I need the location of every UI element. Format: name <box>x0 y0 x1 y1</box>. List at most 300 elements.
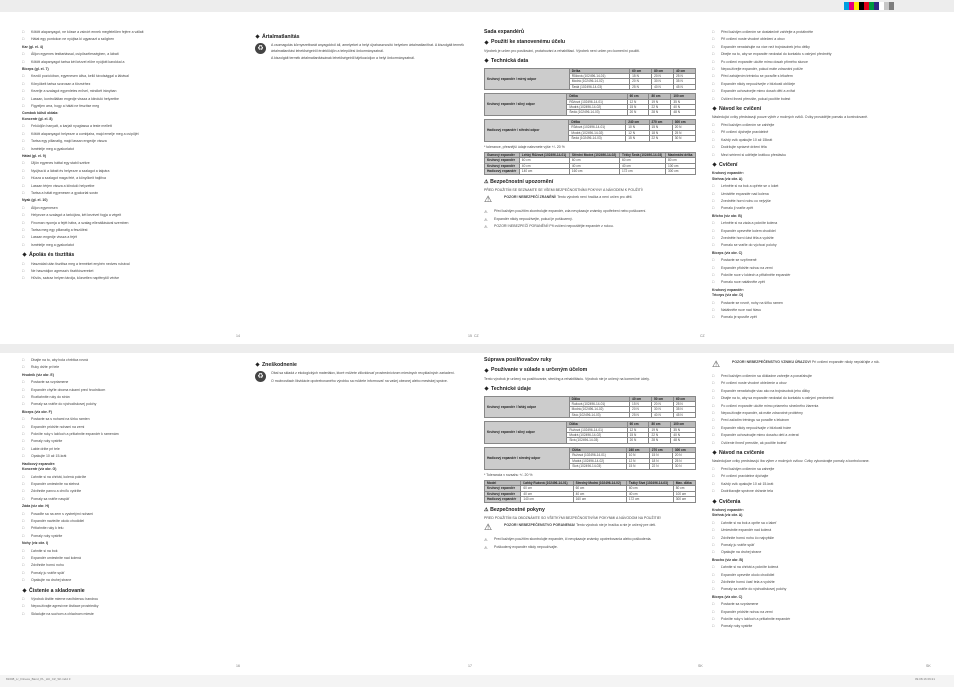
table-cell: 48 N <box>671 110 696 115</box>
list-item: □ Zvedněte horní nohu co nejvýše <box>712 199 924 204</box>
list-item: □ Lassan térjen vissza a kiinduló helyzetbe <box>22 184 237 189</box>
list-item: □ Dbajte na to, aby sa expandér nedostal do kontaktu s ostrými predmetmi <box>712 396 924 401</box>
disposal-text-body: Obal sa skladá z ekologických materiálov, ktoré môžete zlikvidovať prostredníctvom miestnych recyklačných zariadení. <box>271 371 455 376</box>
page-number: 14 <box>236 334 240 338</box>
recycle-icon: ♻ <box>255 43 266 54</box>
data-table <box>484 396 696 419</box>
table-cell: 15 N <box>649 125 672 130</box>
table-cell: 12 N <box>627 99 649 104</box>
table-header-cell: 270 cm <box>649 447 672 452</box>
product-title: Sada expandérů <box>484 29 525 35</box>
table-header-cell: 270 cm <box>649 119 672 124</box>
list-item: □ Álljon egyenesen <box>22 206 237 211</box>
table-cell: 22 N <box>649 464 672 469</box>
list-item: □ Expandér uchovávejte mimo dosah dětí a zvířat <box>712 89 924 94</box>
table-header-cell: 240 cm <box>626 119 649 124</box>
page-number: 16 <box>236 664 240 668</box>
subsection-title: Biceps (viz obr. F) <box>22 409 52 414</box>
table-cell: 20 N <box>627 438 649 443</box>
subsection-title: Combok külső oldala: Koncentr (gl. el. 8) <box>22 111 59 121</box>
disposal-text-secondary: O možnostiach likvidácie opotrebovaného výrobku sa môžete informovať na vašej obecnej alebo mestskej správe. <box>271 378 448 383</box>
list-item: □ Expandér přidržte nohou na zemi <box>712 266 924 271</box>
table-cell: 35 N <box>671 427 696 432</box>
table-cell: 25 N <box>630 84 652 89</box>
table-cell: 20 N <box>627 110 649 115</box>
column-sk-technical <box>484 358 696 552</box>
table-cell: 45 N <box>673 412 695 417</box>
subsection-title: Brucho (viz obr. B) <box>712 557 744 562</box>
table-cell: 20 N <box>630 407 652 412</box>
list-item: □ Pri cvičení noste vhodné oblečenie a obuv <box>712 381 924 386</box>
warning-triangle-icon: ⚠ <box>484 194 493 205</box>
list-item: □ Hátat egy pontokon ne nyújtsa ki ugyanazt a szögben <box>22 37 237 42</box>
product-title: Súprava posilňovačov ruky <box>484 357 552 363</box>
warning-text: Tento výrobek není hračka a není určen pro děti. <box>557 195 633 200</box>
list-item: □ Expandér chyťte oboma rukami pred hrudníkom <box>22 388 237 393</box>
list-item: □ Umístěte expandér nad kolena <box>712 192 924 197</box>
list-item: □ Tartsa egy pillanatig, majd lassan engedje vissza <box>22 139 237 144</box>
table-row-label: Kruhový expandér / silný odpor <box>485 422 567 444</box>
list-item: □ Finoman nyomja a fejét hátra, a szalag ellenállásával szemben <box>22 221 237 226</box>
print-header-bar <box>0 0 954 12</box>
table-cell: 35 N <box>673 407 695 412</box>
subsection-title: Biceps (viz obr. C) <box>712 594 743 599</box>
table-cell: 20 N <box>652 402 674 407</box>
table-cell: 15 N <box>626 136 649 141</box>
page-number: SK <box>926 664 931 668</box>
table-row-label: Hadicový expandér / stredný odpor <box>485 447 570 469</box>
table-cell: 20 N <box>672 453 695 458</box>
section-heading-text: Návod na cvičenie <box>719 450 765 457</box>
column-sk-exercises <box>22 358 237 619</box>
list-item: □ Pomaly ju vráťte späť <box>22 571 237 576</box>
table-cell: 18 N <box>649 130 672 135</box>
disposal-text-secondary: A kiszolgált termék ártalmatlanításának lehetőségeiről tájékozódjon a helyi önkormányzatnál. <box>271 56 415 61</box>
subsection-title: Kruhový expandér: Stehna (viz obr. A) <box>712 171 744 181</box>
table-cell: Hadicový expandér <box>485 497 521 502</box>
list-item: □ Postavte se vzpřímeně <box>712 258 924 263</box>
table-cell: Sivá (102496-14-03) <box>569 412 629 417</box>
diamond-bullet-icon <box>484 40 488 44</box>
table-cell: 45 N <box>674 84 696 89</box>
diamond-bullet-icon <box>484 387 488 391</box>
section-heading <box>712 107 924 112</box>
list-item: □ Pomaly sa vráťte do východiskovej polohy <box>712 587 924 592</box>
warning-triangle-icon: ⚠ <box>484 178 491 185</box>
safety-item-text: Před každým použitím zkontrolujte expandér, zda nevykazuje známky opotřebení nebo poškození. <box>494 209 647 214</box>
list-item: □ Pri cvičení pravidelne dýchajte <box>712 474 924 479</box>
list-item: □ Expandér uchovávajte mimo dosahu detí a zvierat <box>712 433 924 438</box>
table-cell: 25 N <box>674 74 696 79</box>
list-item: □ Zvedněte horní část těla a vydržte <box>712 236 924 241</box>
list-item: □ Pomaly sa vráťte do východiskovej polohy <box>22 402 237 407</box>
table-cell: 40 N <box>652 412 674 417</box>
table-cell: 25 N <box>673 402 695 407</box>
section-heading <box>712 451 924 456</box>
list-item: □ Tartsa meg egy pillanatig a feszülést <box>22 228 237 233</box>
list-item: □ Zdvihnite hornú nohu <box>22 563 237 568</box>
list-item: □ Nepoužívajte agresívne čistiace prostriedky <box>22 604 237 609</box>
list-item: □ Lehněte si na bok a opřete se o loket <box>712 184 924 189</box>
table-cell: 40 cm <box>620 163 666 168</box>
table-header-cell: 40 cm <box>630 396 652 401</box>
table-cell: Sivá (102496-14-03) <box>567 438 627 443</box>
section-heading <box>712 500 924 505</box>
list-item: □ Pred každým cvičením sa zahrejte <box>712 467 924 472</box>
tolerance-note: * tolerance, přesnější údaje naleznete výše +/- 20 % <box>484 144 565 149</box>
table-cell: 30 N <box>652 79 674 84</box>
table-cell: 15 N <box>627 105 649 110</box>
table-cell: Ružová (102496-14-01) <box>567 427 627 432</box>
diamond-bullet-icon <box>255 35 259 39</box>
table-cell: 60 cm <box>626 486 673 491</box>
table-cell: 10 N <box>626 453 649 458</box>
list-item: □ Dbajte na to, aby bola chrbtica rovná <box>22 358 237 363</box>
list-item: □ Expandér umiestnite na stehná <box>22 482 237 487</box>
warning-block <box>484 195 696 207</box>
table-header-cell: Gumový expandér <box>485 152 520 157</box>
safety-item-text: Expandér nikdy nepoužívejte, pokud je poškozený. <box>494 216 573 221</box>
section-heading <box>484 180 696 185</box>
list-item: □ Před zahájením tréninku se poraďte s lékařem <box>712 74 924 79</box>
data-table <box>484 93 696 116</box>
diamond-bullet-icon <box>712 451 716 455</box>
list-item: □ Dodržujte správné držení těla <box>712 145 924 150</box>
list-item: □ Po cvičení expandér uložte mimo priameho slnečného žiarenia <box>712 404 924 409</box>
table-cell: 40 N <box>671 105 696 110</box>
warning-small-icon: ⚠ <box>484 216 488 222</box>
table-cell: 40 cm <box>569 163 619 168</box>
table-header-cell: Stredný Modrá (102496-14-02) <box>573 480 626 485</box>
table-cell: 18 N <box>649 458 672 463</box>
table-cell: 140 cm <box>519 169 569 174</box>
table-header-cell: 80 cm <box>649 422 671 427</box>
list-item: □ Húzza a szalagot maga felé, a könyökeit hajlítva <box>22 176 237 181</box>
table-cell: 12 N <box>626 458 649 463</box>
warning-small-icon: ⚠ <box>484 224 488 230</box>
list-item: □ Při cvičení noste vhodné oblečení a obuv <box>712 37 924 42</box>
list-item: □ Postavte sa s nohami na šírku ramien <box>22 417 237 422</box>
diamond-bullet-icon <box>255 363 259 367</box>
section-heading <box>484 387 696 392</box>
warning-lead: POZOR! NEBEZPEČENSTVO PORANENIA! <box>504 523 576 528</box>
safety-item-text: Poškodený expandér nikdy nepoužívajte. <box>494 544 558 549</box>
table-cell: 25 N <box>672 458 695 463</box>
section-heading <box>484 368 696 373</box>
table-cell: Modrá (102496-14-02) <box>569 407 629 412</box>
disposal-text-body: A csomagolás környezetbarát anyagokból áll, amelyeket a helyi újrahasznosító helyeken ártalmatlaníthat. A kiszolgált termék ártalmatlanítási lehetőségeiről érdeklődjön a települési önkormányzatnál. <box>271 43 464 53</box>
table-header-cell: 60 cm <box>630 68 652 73</box>
diamond-bullet-icon <box>22 253 26 257</box>
table-cell: Kruhový expandér <box>485 486 521 491</box>
column-sk-guide <box>712 358 924 632</box>
warning-triangle-icon: ⚠ <box>484 506 491 513</box>
column-sk-disposal <box>255 358 465 386</box>
guide-text: Nasledujúce cviky predstavujú iba výber z možných cvikov. Cviky vykonávajte pomaly a kontrolovane. <box>712 459 870 464</box>
list-item: □ Használat után tisztítsa meg a terméket enyhén nedves ruhával <box>22 262 237 267</box>
table-header-cell: Dĺžka <box>569 396 629 401</box>
table-header-cell: Model <box>485 480 521 485</box>
list-item: □ Lassan engedje vissza a fejét <box>22 235 237 240</box>
warning-lead: POZOR! NEBEZPEČÍ ZRANĚNÍ! <box>504 195 557 200</box>
list-item: □ Pomalu ruce natáhněte zpět <box>712 280 924 285</box>
list-item: □ Kötött alapanyagot, ne kösse a zsinórt ennek megfelelően fejére a vállait <box>22 30 237 35</box>
section-heading <box>484 59 696 64</box>
safety-item-text: POZOR! NEBEZPEČÍ PORANĚNÍ! Při cvičení nepouštějte expandér z rukou. <box>494 224 614 229</box>
section-heading <box>22 589 237 594</box>
list-item: □ Mezi sériemi si udělejte krátkou přestávku <box>712 153 924 158</box>
diamond-bullet-icon <box>22 588 26 592</box>
list-item: □ Lassan, kontrolláltan engedje vissza a kiinduló helyzetbe <box>22 97 237 102</box>
list-item: □ Lehněte si na záda a pokrčte kolena <box>712 221 924 226</box>
safety-item <box>484 217 696 222</box>
list-item: □ Expandér umiestnite nad kolená <box>22 556 237 561</box>
section-heading-text: Čistenie a skladovanie <box>29 587 85 594</box>
table-cell: 300 cm <box>666 169 696 174</box>
list-item: □ Expandér upevnite okolo chodidiel <box>712 573 924 578</box>
data-table <box>484 421 696 444</box>
page-number: CZ <box>474 334 479 338</box>
table-cell: 25 N <box>672 130 695 135</box>
safety-caps: PRED POUŽITÍM SA OBOZNÁMTE SO VŠETKÝMI BEZPEČNOSTNÝMI POKYNMI A NÁVODOM NA POUŽITIE! <box>484 515 661 520</box>
table-header-cell: 100 cm <box>671 422 696 427</box>
print-footer-bar <box>0 675 954 687</box>
table-row <box>485 169 696 174</box>
list-item: □ Nyújtsa ki a lábait és helyezze a szalagot a talpára <box>22 169 237 174</box>
list-item: □ Expandér pridržte nohou na zemi <box>712 610 924 615</box>
table-cell: 20 N <box>672 125 695 130</box>
table-header-cell: Ľahký Ružová (102496-14-01) <box>521 480 573 485</box>
list-item: □ Ne használjon agresszív tisztítószereket <box>22 269 237 274</box>
table-cell: 60 cm <box>569 158 619 163</box>
data-table <box>484 480 696 503</box>
table-cell: 30 N <box>672 136 695 141</box>
section-heading <box>255 363 465 368</box>
list-item: □ Opakujte na druhej strane <box>712 550 924 555</box>
warning-lead: POZOR! NEBEZPEČENSTVO VZNIKU ÚRAZOV! <box>732 360 811 364</box>
subsection-title: Hadicový expandér: Koncentr (viz obr. G) <box>22 461 57 472</box>
list-item: □ Před každým cvičením se dostatečně zahřejte a protáhněte <box>712 30 924 35</box>
section-heading-text: Cvičenia <box>719 498 741 505</box>
safety-item <box>484 209 696 214</box>
page-divider-band <box>0 344 954 353</box>
table-row-label: Kruhový expandér / silný odpor <box>485 94 567 116</box>
list-item: □ Pomalu je spusťte zpět <box>712 315 924 320</box>
list-item: □ Pomalu se vraťte do výchozí polohy <box>712 243 924 248</box>
date-slug: 09.08.16 09:21 <box>915 677 936 681</box>
list-item: □ Pokrčte ruce v loktech a přitáhněte expandér <box>712 273 924 278</box>
table-header-cell: 300 cm <box>672 447 695 452</box>
list-item: □ Opakujte na druhej strane <box>22 578 237 583</box>
table-header-cell: Délka <box>569 68 629 73</box>
table-cell: Ružová (102496-14-01) <box>570 453 626 458</box>
table-cell: Hadicový expandér <box>485 169 520 174</box>
list-item: □ Opakujte 10 až 15-krát <box>22 454 237 459</box>
table-cell: 15 N <box>630 402 652 407</box>
recycle-icon: ♻ <box>255 371 266 382</box>
table-cell: 15 N <box>627 433 649 438</box>
safety-item <box>484 537 696 542</box>
list-item: □ Cvičení ihned přerušte, pokud pocítíte bolest <box>712 97 924 102</box>
table-cell: 12 N <box>626 130 649 135</box>
subsection-title: Břicho (viz obr. B) <box>712 213 742 218</box>
list-item: □ Kezelje a szalagot egyenletes erővel, mindkét irányban <box>22 89 237 94</box>
table-header-cell: Max. dĺžka <box>673 480 695 485</box>
diamond-bullet-icon <box>712 499 716 503</box>
list-item: □ Dodržiavajte správne držanie tela <box>712 489 924 494</box>
list-item: □ Pomaly ju vráťte späť <box>712 543 924 548</box>
section-heading-text: Používanie v súlade s určeným účelom <box>491 367 588 374</box>
list-item: □ Hűvös, száraz helyen tárolja, közvetlen napfénytől védve <box>22 276 237 281</box>
page-number: CZ <box>700 334 705 338</box>
safety-item <box>484 224 696 229</box>
list-item: □ Nepoužívajte expandér, ak máte zdravotné problémy <box>712 411 924 416</box>
section-heading-text: Technické údaje <box>491 386 531 393</box>
table-cell: Šedá (102496-14-03) <box>567 110 627 115</box>
table-row-label: Hadicový expandér / střední odpor <box>485 119 569 141</box>
table-cell: 60 cm <box>521 486 573 491</box>
table-cell: 35 N <box>674 79 696 84</box>
table-row-label: Kruhový expandér / ľahký odpor <box>485 396 570 418</box>
list-item: □ Postavte sa vzpriamene <box>712 602 924 607</box>
table-header-cell: 240 cm <box>626 447 649 452</box>
warning-block <box>712 360 924 372</box>
use-text: Výrobek je určen pro posilování, protahování a rehabilitaci. Výrobek není určen pro komerční použití. <box>484 48 641 53</box>
page-number: 15 <box>468 334 472 338</box>
table-header-cell: Délka <box>567 94 627 99</box>
list-item: □ Ismételje meg a gyakorlatot <box>22 243 237 248</box>
warning-small-icon: ⚠ <box>484 209 488 215</box>
use-text: Tento výrobok je určený na posilňovanie, strečing a rehabilitáciu. Výrobok nie je určený na komerčné účely. <box>484 376 650 381</box>
table-cell: 20 N <box>630 79 652 84</box>
diamond-bullet-icon <box>712 107 716 111</box>
list-item: □ Expandér nikdy nepoužívajte v blízkosti tváre <box>712 426 924 431</box>
list-item: □ Každý cvik opakujte 10 až 15-krát <box>712 482 924 487</box>
data-table <box>484 68 696 91</box>
list-item: □ Könyökeit tartsa szorosan a törzséhez <box>22 82 237 87</box>
data-table <box>484 119 696 142</box>
table-cell: 172 cm <box>620 169 666 174</box>
subsection-title: Kruhový expandér: Stehná (viz obr. A) <box>712 507 744 518</box>
table-cell: 60 cm <box>620 158 666 163</box>
table-row-label: Kruhový expandér / mírný odpor <box>485 68 570 90</box>
list-item: □ Zdvihnite hornú nohu čo najvyššie <box>712 536 924 541</box>
table-cell: 30 N <box>672 464 695 469</box>
color-swatches <box>844 2 894 10</box>
list-item: □ Ruky držte pri tele <box>22 365 237 370</box>
table-cell: 40 cm <box>573 491 626 496</box>
section-heading-text: Technická data <box>491 58 529 65</box>
list-item: □ Pred začatím tréningu sa poraďte s lekárom <box>712 418 924 423</box>
table-cell: Růžová (102496-14-01) <box>569 125 626 130</box>
subsection-title: Hátat (gl. el. 9) <box>22 153 46 158</box>
section-heading-text: Ártalmatlanítás <box>262 34 300 40</box>
list-item: □ Po cvičení expandér uložte mimo dosah přímého slunce <box>712 60 924 65</box>
warning-block <box>484 523 696 535</box>
table-header-cell: 50 cm <box>652 396 674 401</box>
disposal-text <box>255 43 465 54</box>
table-cell: Růžová (102496-14-01) <box>567 99 627 104</box>
list-item: □ Pokrčte ruky v lakťoch a pritiahnite expandér <box>712 617 924 622</box>
list-item: □ Kezdő pozícióban, egyenesen állva, kellő távolsággal a lábával <box>22 74 237 79</box>
column-hu-disposal <box>255 30 465 64</box>
list-item: □ Při cvičení dýchejte pravidelně <box>712 130 924 135</box>
list-item: □ Expandér navlečte okolo chodidiel <box>22 519 237 524</box>
section-heading <box>255 35 465 40</box>
list-item: □ Umiestnite expandér nad kolená <box>712 528 924 533</box>
warning-triangle-icon: ⚠ <box>712 359 721 369</box>
table-cell: Růžová (102496-14-01) <box>569 74 629 79</box>
table-cell: 160 cm <box>573 497 626 502</box>
list-item: □ Postavte sa vzpriamene <box>22 380 237 385</box>
section-heading-text: Bezpečnostné pokyny <box>490 506 545 513</box>
table-cell: Kruhový expandér <box>485 163 520 168</box>
subsection-title: Nyak (gl. el. 10) <box>22 198 48 203</box>
table-cell: 19 N <box>649 99 671 104</box>
list-item: □ Expandér upevněte kolem chodidel <box>712 229 924 234</box>
list-item: □ Dbejte na to, aby se expandér nedostal do kontaktu s ostrými předměty <box>712 52 924 57</box>
list-item: □ Pred každým cvičením sa dôkladne zahrejte a ponaťahujte <box>712 374 924 379</box>
column-cz-technical <box>484 30 696 232</box>
list-item: □ Pomaly ruky vystrite <box>712 624 924 629</box>
table-cell: 15 N <box>630 74 652 79</box>
table-header-cell: 40 cm <box>674 68 696 73</box>
color-swatch <box>889 2 894 10</box>
table-cell: 35 N <box>671 99 696 104</box>
list-item: □ Zdvihnite panvu a chvíľu vydržte <box>22 489 237 494</box>
table-cell: Modrá (102496-14-02) <box>570 458 626 463</box>
table-cell: 20 N <box>652 74 674 79</box>
list-item: □ Roztiahnite ruky do strán <box>22 395 237 400</box>
subsection-title: Biceps (viz obr. C) <box>712 250 743 255</box>
table-cell: 15 N <box>649 453 672 458</box>
data-table <box>484 152 696 175</box>
list-item: □ Kötött alapanyagot helyezze a combjaira, majd emelje meg a csípőjét <box>22 132 237 137</box>
list-item: □ Lakte držte pri tele <box>22 447 237 452</box>
table-cell: Šedá (102496-14-03) <box>569 84 629 89</box>
table-cell: 10 N <box>626 125 649 130</box>
table-cell: 40 cm <box>626 491 673 496</box>
list-item: □ Ľahnite si na bok a oprite sa o lakeť <box>712 521 924 526</box>
table-cell: 22 N <box>649 433 671 438</box>
section-heading <box>22 253 237 258</box>
table-cell: Šedá (102496-14-03) <box>569 136 626 141</box>
section-heading-text: Ápolás és tisztítás <box>29 252 75 259</box>
list-item: □ Natáhněte ruce nad hlavu <box>712 308 924 313</box>
list-item: □ Ľahnite si na chrbát, kolená pokrčte <box>22 475 237 480</box>
list-item: □ Ľahnite si na bok <box>22 549 237 554</box>
list-item: □ Pokrčte ruky v lakťoch a pritiahnite expandér k ramenám <box>22 432 237 437</box>
warning-small-icon: ⚠ <box>484 544 488 550</box>
list-item: □ Expandér pridržte nohami na zemi <box>22 425 237 430</box>
list-item: □ Posaďte sa na zem s vystretými nohami <box>22 512 237 517</box>
table-cell: 12 N <box>627 427 649 432</box>
table-cell: 25 N <box>630 412 652 417</box>
diamond-bullet-icon <box>484 59 488 63</box>
page-number: SK <box>698 664 703 668</box>
data-table <box>484 447 696 470</box>
table-header-cell: Těžký Šedá (102496-14-03) <box>620 152 666 157</box>
section-heading <box>484 40 696 45</box>
table-cell: Ružová (102496-14-01) <box>569 402 629 407</box>
list-item: □ Álljon egyenes testtartással, csípőszélességben, a lábait <box>22 52 237 57</box>
table-header-cell: Střední Modrá (102496-14-02) <box>569 152 619 157</box>
diamond-bullet-icon <box>484 368 488 372</box>
table-cell: 22 N <box>649 105 671 110</box>
table-header-cell: Lehký Růžová (102496-14-01) <box>519 152 569 157</box>
safety-caps: PŘED POUŽITÍM SE SEZNAMTE SE VŠEMI BEZPEČNOSTNÍMI POKYNY A NÁVODEM K POUŽITÍ! <box>484 187 643 192</box>
table-cell: 80 cm <box>666 158 696 163</box>
